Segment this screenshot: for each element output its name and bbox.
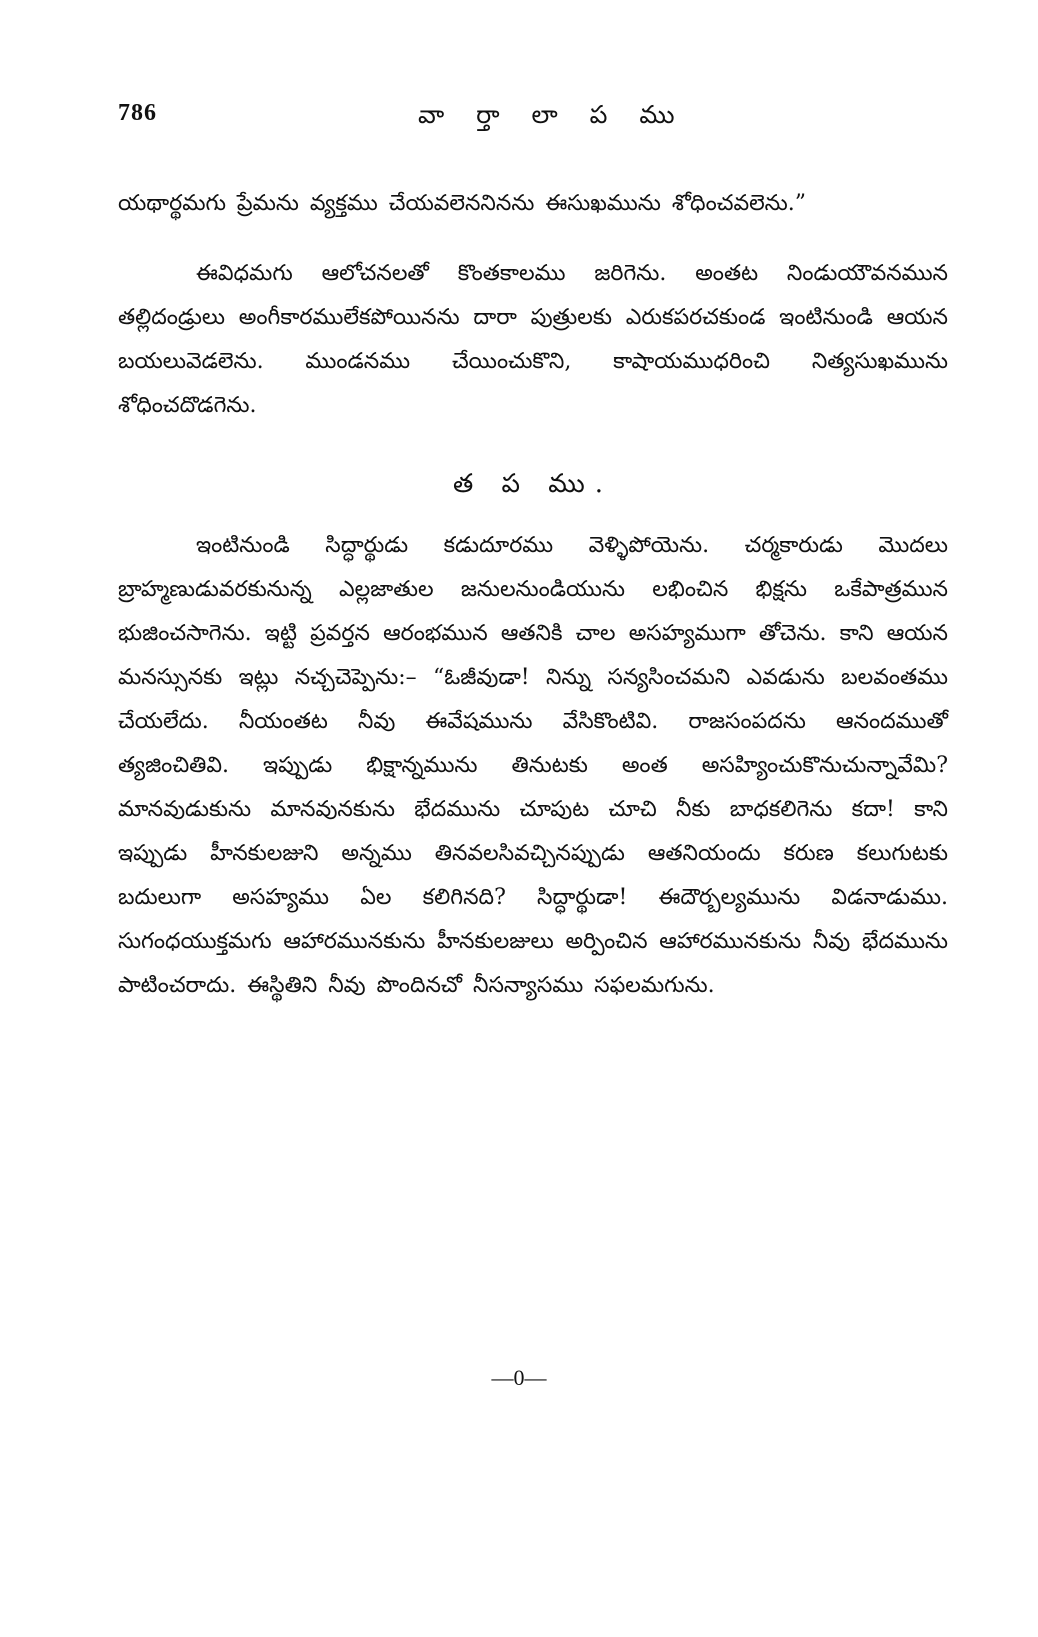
- paragraph-renunciation: ఈవిధమగు ఆలోచనలతో కొంతకాలము జరిగెను. అంతట నిండుయౌవనమున తల్లిదండ్రులు అంగీకారములేకపోయినను దారా పుత్రులకు ఎరుకపరచకుండ ఇంటినుండి ఆయన బయలువెడలెను. ముండనము చేయించుకొని, కాషాయముధరించి నిత్యసుఖమును శోధించదొడగెను.: [118, 261, 948, 418]
- paragraph-penance: ఇంటినుండి సిద్ధార్థుడు కడుదూరము వెళ్ళిపోయెను. చర్మకారుడు మొదలు బ్రాహ్మణుడువరకునున్న ఎల్లజాతుల జనులనుండియును లభించిన భిక్షను ఒకేపాత్రమున భుజించసాగెను. ఇట్టి ప్రవర్తన ఆరంభమున ఆతనికి చాల అసహ్యముగా తోచెను. కాని ఆయన మనస్సునకు ఇట్లు నచ్చచెప్పెను:– “ఓజీవుడా! నిన్ను సన్యసించమని ఎవడును బలవంతము చేయలేదు. నీయంతట నీవు ఈవేషమును వేసికొంటివి. రాజసంపదను ఆనందముతో త్యజించితివి. ఇప్పుడు భిక్షాన్నమును తినుటకు అంత అసహ్యించుకొనుచున్నావేమి? మానవుడుకును మానవునకును భేదమును చూపుట చూచి నీకు బాధకలిగెను కదా! కాని ఇప్పుడు హీనకులజుని అన్నము తినవలసివచ్చినప్పుడు ఆతనియందు కరుణ కలుగుటకు బదులుగా అసహ్యము ఏల కలిగినది? సిద్ధార్థుడా! ఈదౌర్బల్యమును విడనాడుము. సుగంధయుక్తమగు ఆహారమునకును హీనకులజులు అర్పించిన ఆహారమునకును నీవు భేదమును పాటించరాదు. ఈస్థితిని నీవు పొందినచో నీసన్యాసము సఫలమగును.: [118, 533, 948, 998]
- page-number: 786: [118, 100, 157, 126]
- paragraph-continuation: యథార్థమగు ప్రేమను వ్యక్తము చేయవలెననినను ఈసుఖమును శోధించవలెను.”: [118, 191, 806, 216]
- running-head: వా ర్తా లా ప ము: [418, 100, 687, 129]
- end-ornament: —0—: [491, 1365, 547, 1390]
- page-header: [118, 100, 948, 140]
- section-heading: త ప ము.: [452, 469, 613, 499]
- page-body: [118, 182, 948, 1008]
